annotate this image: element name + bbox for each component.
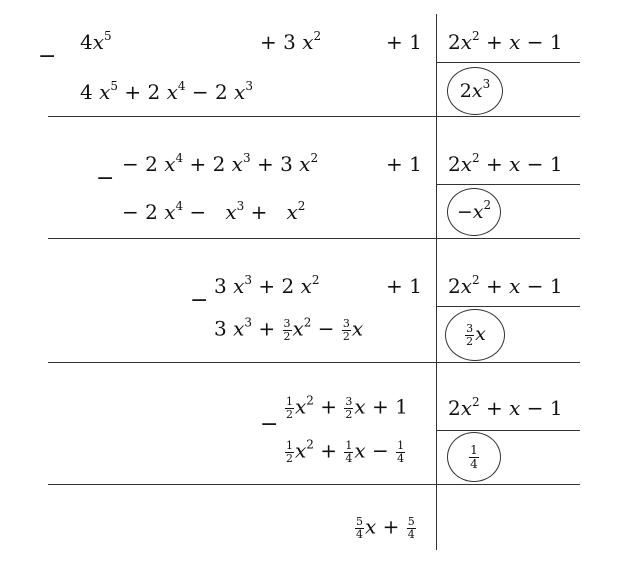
dividend-step-3: 3 $x^3 + 2$ $x^2$: [214, 273, 320, 298]
divisor-underline-3: [436, 306, 580, 307]
step-separator-1: [48, 116, 580, 117]
dividend-step-1-term-3: + 1: [386, 30, 422, 54]
dividend-step-1: $4x^5$: [80, 29, 112, 54]
dividend-step-2: − 2 $x^4 + 2$ $x^3 + 3$ $x^2$: [122, 151, 319, 176]
subtract-sign-3: −: [190, 288, 209, 313]
step-separator-4: [48, 484, 580, 485]
subtrahend-step-3: 3 $x^3$ + $\frac{3}{2}$ $x^2$ − $\frac{3}{2}$ x: [214, 315, 364, 343]
quotient-term-1: $2x^3$: [447, 67, 503, 115]
subtrahend-step-2: − 2 $x^4 - x^3 + x^2$: [122, 199, 306, 224]
subtrahend-step-1: 4 $x^5 + 2$ $x^4 - 2$ $x^3$: [80, 79, 253, 104]
dividend-step-3-const: + 1: [386, 274, 422, 298]
divisor-underline-2: [436, 184, 580, 185]
divisor-3: $2x^2 + x - 1$: [448, 273, 563, 298]
subtract-sign-4: −: [260, 412, 279, 437]
step-separator-3: [48, 362, 580, 363]
step-separator-2: [48, 238, 580, 239]
divisor-4: $2x^2 + x - 1$: [448, 395, 563, 420]
divisor-1: $2x^2 + x - 1$: [448, 29, 563, 54]
dividend-step-1-term-2: + 3 $x^2$: [260, 29, 322, 54]
subtract-sign-1: −: [38, 44, 57, 69]
remainder: $\frac{5}{4}$ x + $\frac{5}{4}$: [356, 514, 415, 541]
divisor-underline-1: [436, 62, 580, 63]
division-vertical-rule: [436, 14, 437, 550]
quotient-term-4: 1 4: [447, 432, 501, 482]
dividend-step-2-const: + 1: [386, 152, 422, 176]
divisor-2: $2x^2 + x - 1$: [448, 151, 563, 176]
dividend-step-4: $\frac{1}{2}$ $x^2$ + $\frac{3}{2}$ x + 1: [286, 393, 408, 421]
divisor-underline-4: [436, 430, 580, 431]
subtract-sign-2: −: [96, 166, 115, 191]
quotient-term-2: $-x^2$: [447, 188, 501, 236]
subtrahend-step-4: $\frac{1}{2}$ $x^2$ + $\frac{1}{4}$ x − $\frac{1}{4}$: [286, 437, 405, 465]
quotient-term-3: $\frac{3}{2}$ x: [445, 309, 505, 361]
